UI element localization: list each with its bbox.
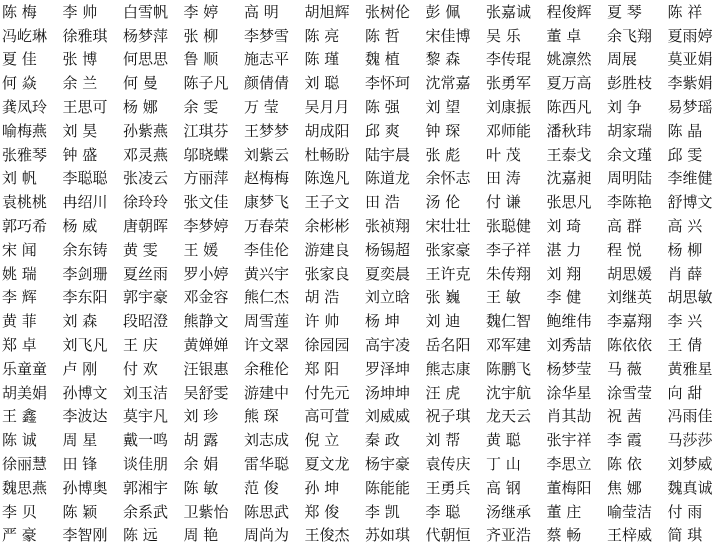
name-cell: 杜畅盼 [305,146,366,164]
roster-row [2,357,728,381]
name-cell: 张家豪 [426,241,487,259]
name-cell: 刘立晗 [365,288,426,306]
name-cell: 邓灵燕 [123,146,184,164]
name-cell: 陈 诚 [2,431,63,449]
name-cell: 冉绍川 [63,193,124,211]
roster-row [2,214,728,238]
name-cell: 李 健 [547,288,608,306]
name-cell: 彭 佩 [426,3,487,21]
name-cell: 焦 娜 [607,479,668,497]
name-cell: 叶 茂 [486,146,547,164]
name-cell: 夏 琴 [607,3,668,21]
name-cell: 刘 争 [607,98,668,116]
name-cell: 游建中 [244,384,305,402]
name-cell: 李 辉 [2,288,63,306]
roster-row [2,71,728,95]
name-cell: 陈 梅 [2,3,63,21]
name-cell: 简 琪 [668,526,728,544]
name-cell: 舒博文 [668,193,728,211]
name-cell: 李波达 [63,407,124,425]
name-cell: 胡思媛 [607,265,668,283]
name-cell: 孙紫燕 [123,122,184,140]
name-cell: 陈 远 [123,526,184,544]
name-cell: 杨 娜 [123,98,184,116]
name-cell: 刘康振 [486,98,547,116]
name-cell: 汤 伦 [426,193,487,211]
name-cell: 杨梦莹 [547,360,608,378]
name-cell: 施志平 [244,50,305,68]
roster-row [2,167,728,191]
name-cell: 钟 琛 [426,122,487,140]
name-cell: 沈嘉昶 [547,169,608,187]
name-cell: 董 卓 [547,27,608,45]
name-cell: 刘 森 [63,312,124,330]
name-cell: 严 豪 [2,526,63,544]
name-cell: 潘秋玮 [547,122,608,140]
name-cell: 唐朝晖 [123,217,184,235]
name-cell: 周展 [607,50,668,68]
name-cell: 周雪莲 [244,312,305,330]
name-cell: 余 雯 [184,98,245,116]
name-cell: 王泰戈 [547,146,608,164]
roster-row [2,95,728,119]
name-cell: 王梓威 [607,526,668,544]
name-cell: 陈 颖 [63,503,124,521]
name-cell: 万春荣 [244,217,305,235]
name-cell: 胡 露 [184,431,245,449]
name-cell: 陈 依 [607,455,668,473]
name-cell: 付 欢 [123,360,184,378]
name-cell: 熊 琛 [244,407,305,425]
name-cell: 沈宇航 [486,384,547,402]
name-cell: 王 敏 [486,288,547,306]
name-cell: 李 帅 [63,3,124,21]
name-cell: 陈能能 [365,479,426,497]
name-cell: 易梦瑶 [668,98,728,116]
name-cell: 袁桃桃 [2,193,63,211]
name-cell: 邬晓蝶 [184,146,245,164]
name-cell: 雷华聪 [244,455,305,473]
name-cell: 李陈艳 [607,193,668,211]
name-cell: 刘 翔 [547,265,608,283]
name-cell: 龙天云 [486,407,547,425]
name-cell: 刘继英 [607,288,668,306]
name-cell: 何思思 [123,50,184,68]
name-cell: 万 莹 [244,98,305,116]
name-cell: 胡旭辉 [305,3,366,21]
name-cell: 郭宇豪 [123,288,184,306]
name-cell: 郭湘宇 [123,479,184,497]
name-cell: 张 柳 [184,27,245,45]
name-cell: 吴 乐 [486,27,547,45]
name-cell: 刘 帆 [2,169,63,187]
name-cell: 夏文龙 [305,455,366,473]
name-cell: 吴月月 [305,98,366,116]
name-cell: 李佳伦 [244,241,305,259]
name-cell: 张 博 [63,50,124,68]
name-cell: 龚凤玲 [2,98,63,116]
name-cell: 李梦婷 [184,217,245,235]
name-cell: 刘 望 [426,98,487,116]
name-cell: 刘 昊 [63,122,124,140]
name-cell: 付 谦 [486,193,547,211]
name-cell: 黄兴宇 [244,265,305,283]
roster-row [2,405,728,429]
name-cell: 余飞翔 [607,27,668,45]
name-cell: 刘梦威 [668,455,728,473]
name-cell: 何 焱 [2,74,63,92]
name-cell: 李聪聪 [63,169,124,187]
name-cell: 余系武 [123,503,184,521]
name-cell: 李子祥 [486,241,547,259]
name-cell: 王许克 [426,265,487,283]
name-cell: 郑 卓 [2,336,63,354]
name-cell: 张 彪 [426,146,487,164]
name-cell: 杨宇豪 [365,455,426,473]
name-cell: 邓金容 [184,288,245,306]
name-cell: 张树伦 [365,3,426,21]
name-cell: 李 贝 [2,503,63,521]
name-cell: 张勇军 [486,74,547,92]
name-cell: 徐丽慧 [2,455,63,473]
name-cell: 陈 哲 [365,27,426,45]
name-cell: 张嘉诚 [486,3,547,21]
name-cell: 付先元 [305,384,366,402]
name-cell: 邓师能 [486,122,547,140]
name-cell: 罗小婷 [184,265,245,283]
name-cell: 刘紫云 [244,146,305,164]
name-cell: 黄雅星 [668,360,728,378]
name-cell: 袁传庆 [426,455,487,473]
name-cell: 余稚伦 [244,360,305,378]
name-cell: 李 婷 [184,3,245,21]
name-cell: 李智刚 [63,526,124,544]
name-cell: 刘 帮 [426,431,487,449]
name-cell: 祝子琪 [426,407,487,425]
name-cell: 李 聪 [426,503,487,521]
name-cell: 陈 祥 [668,3,728,21]
name-cell: 张思凡 [547,193,608,211]
name-cell: 付 雨 [668,503,728,521]
name-cell: 李东阳 [63,288,124,306]
roster-row [2,190,728,214]
name-cell: 宋壮壮 [426,217,487,235]
name-cell: 周 艳 [184,526,245,544]
name-cell: 向 甜 [668,384,728,402]
name-cell: 段昭澄 [123,312,184,330]
name-cell: 许文翠 [244,336,305,354]
name-cell: 范 俊 [244,479,305,497]
name-cell: 胡家瑞 [607,122,668,140]
name-cell: 罗泽坤 [365,360,426,378]
name-cell: 姚凛然 [547,50,608,68]
name-cell: 方丽萍 [184,169,245,187]
name-cell: 邱 爽 [365,122,426,140]
name-cell: 秦 政 [365,431,426,449]
name-cell: 黎 森 [426,50,487,68]
name-cell: 陈 强 [365,98,426,116]
name-cell: 夏雨婷 [668,27,728,45]
name-cell: 冯雨佳 [668,407,728,425]
name-cell: 李怀珂 [365,74,426,92]
name-cell: 王子文 [305,193,366,211]
name-cell: 程俊辉 [547,3,608,21]
name-cell: 张文佳 [184,193,245,211]
name-cell: 蔡 畅 [547,526,608,544]
name-cell: 肖 薛 [668,265,728,283]
name-cell: 李传琨 [486,50,547,68]
name-cell: 丁 山 [486,455,547,473]
name-cell: 余怀志 [426,169,487,187]
name-cell: 陈逸凡 [305,169,366,187]
roster-row [2,119,728,143]
name-cell: 卫紫怡 [184,503,245,521]
roster-row [2,500,728,524]
name-cell: 张 巍 [426,288,487,306]
name-cell: 乐童童 [2,360,63,378]
name-cell: 陈依依 [607,336,668,354]
name-cell: 莫亚娟 [668,50,728,68]
name-cell: 颜倩倩 [244,74,305,92]
name-cell: 郑 俊 [305,503,366,521]
name-cell: 王 鑫 [2,407,63,425]
name-cell: 刘秀喆 [547,336,608,354]
name-cell: 王梦梦 [244,122,305,140]
name-cell: 涂雪莹 [607,384,668,402]
name-cell: 夏 佳 [2,50,63,68]
name-cell: 陈西凡 [547,98,608,116]
name-cell: 李剑珊 [63,265,124,283]
name-cell: 董 庄 [547,503,608,521]
name-cell: 王俊杰 [305,526,366,544]
name-cell: 陈 亮 [305,27,366,45]
name-cell: 高宇凌 [365,336,426,354]
name-cell: 康梦飞 [244,193,305,211]
name-cell: 王 媛 [184,241,245,259]
roster-row [2,524,728,547]
name-cell: 张祯翔 [365,217,426,235]
name-cell: 苏如琪 [365,526,426,544]
name-cell: 黄 雯 [123,241,184,259]
name-cell: 钟 盛 [63,146,124,164]
name-cell: 徐园园 [305,336,366,354]
name-cell: 董梅阳 [547,479,608,497]
name-cell: 王 庆 [123,336,184,354]
name-cell: 余东铸 [63,241,124,259]
roster-row [2,452,728,476]
name-cell: 何 曼 [123,74,184,92]
name-cell: 谈佳朋 [123,455,184,473]
name-cell: 李 霞 [607,431,668,449]
name-cell: 湛 力 [547,241,608,259]
name-cell: 王 倩 [668,336,728,354]
name-cell: 汪银惠 [184,360,245,378]
name-cell: 田 浩 [365,193,426,211]
name-cell: 肖其劼 [547,407,608,425]
name-cell: 刘 迪 [426,312,487,330]
name-cell: 胡思敏 [668,288,728,306]
name-cell: 李思立 [547,455,608,473]
name-cell: 卢 刚 [63,360,124,378]
roster-row [2,333,728,357]
name-cell: 冯屹琳 [2,27,63,45]
name-cell: 高 明 [244,3,305,21]
name-cell: 王勇兵 [426,479,487,497]
roster-row [2,238,728,262]
name-cell: 李梦雪 [244,27,305,45]
name-cell: 李紫娟 [668,74,728,92]
name-cell: 彭胜枝 [607,74,668,92]
name-cell: 姚 瑞 [2,265,63,283]
name-cell: 陈思武 [244,503,305,521]
roster-row [2,428,728,452]
name-cell: 陈 晶 [668,122,728,140]
name-cell: 刘飞凡 [63,336,124,354]
name-cell: 魏真诚 [668,479,728,497]
name-cell: 孙 坤 [305,479,366,497]
name-cell: 郭巧希 [2,217,63,235]
roster-row [2,48,728,72]
name-cell: 高可萱 [305,407,366,425]
name-cell: 高 兴 [668,217,728,235]
name-cell: 陈子凡 [184,74,245,92]
name-cell: 朱传翔 [486,265,547,283]
name-cell: 孙博奥 [63,479,124,497]
name-cell: 杨梦萍 [123,27,184,45]
name-cell: 魏仁智 [486,312,547,330]
name-cell: 刘威威 [365,407,426,425]
name-cell: 余文瑾 [607,146,668,164]
name-cell: 张雅琴 [2,146,63,164]
roster-row [2,476,728,500]
name-cell: 许 帅 [305,312,366,330]
name-cell: 余 娟 [184,455,245,473]
name-cell: 胡美娟 [2,384,63,402]
name-cell: 高 钢 [486,479,547,497]
name-cell: 杨 柳 [668,241,728,259]
name-cell: 周尚为 [244,526,305,544]
name-cell: 汤继承 [486,503,547,521]
name-cell: 田 涛 [486,169,547,187]
name-cell: 周明陆 [607,169,668,187]
roster-row [2,286,728,310]
name-cell: 魏 植 [365,50,426,68]
name-cell: 夏万高 [547,74,608,92]
name-cell: 熊仁杰 [244,288,305,306]
name-cell: 张凌云 [123,169,184,187]
name-cell: 胡 浩 [305,288,366,306]
name-cell: 张聪健 [486,217,547,235]
name-cell: 李嘉翔 [607,312,668,330]
name-cell: 高 群 [607,217,668,235]
name-cell: 张宇祥 [547,431,608,449]
name-cell: 倪 立 [305,431,366,449]
name-cell: 祝 茜 [607,407,668,425]
name-cell: 杨锡超 [365,241,426,259]
roster-row [2,381,728,405]
name-cell: 齐亚浩 [486,526,547,544]
name-cell: 陈 敏 [184,479,245,497]
name-cell: 汪 虎 [426,384,487,402]
name-cell: 程 悦 [607,241,668,259]
name-cell: 李 兴 [668,312,728,330]
name-cell: 余彬彬 [305,217,366,235]
name-cell: 陈道龙 [365,169,426,187]
name-cell: 宋 闻 [2,241,63,259]
name-cell: 涂华星 [547,384,608,402]
name-cell: 喻梅燕 [2,122,63,140]
name-cell: 鲁 顺 [184,50,245,68]
name-cell: 刘 琦 [547,217,608,235]
roster-row [2,309,728,333]
name-cell: 莫宇凡 [123,407,184,425]
roster-row [2,143,728,167]
name-cell: 陈鹏飞 [486,360,547,378]
name-cell: 马 薇 [607,360,668,378]
name-cell: 陆宇晨 [365,146,426,164]
name-cell: 喻莹洁 [607,503,668,521]
name-cell: 赵梅梅 [244,169,305,187]
roster-row [2,262,728,286]
name-cell: 魏思燕 [2,479,63,497]
name-cell: 游建良 [305,241,366,259]
name-cell: 鲍维伟 [547,312,608,330]
name-cell: 刘志成 [244,431,305,449]
name-cell: 熊静文 [184,312,245,330]
name-cell: 余 兰 [63,74,124,92]
name-cell: 吴舒雯 [184,384,245,402]
name-cell: 胡成阳 [305,122,366,140]
name-cell: 周 星 [63,431,124,449]
name-cell: 郑 阳 [305,360,366,378]
name-cell: 宋佳博 [426,27,487,45]
name-cell: 江琪芬 [184,122,245,140]
name-cell: 杨 坤 [365,312,426,330]
name-cell: 刘玉洁 [123,384,184,402]
name-cell: 杨 威 [63,217,124,235]
name-cell: 孙博文 [63,384,124,402]
name-cell: 李 凯 [365,503,426,521]
name-cell: 白雪帆 [123,3,184,21]
name-cell: 徐玲玲 [123,193,184,211]
name-cell: 王思可 [63,98,124,116]
name-cell: 黄 聪 [486,431,547,449]
name-cell: 邱 雯 [668,146,728,164]
name-cell: 田 锋 [63,455,124,473]
name-cell: 邓军建 [486,336,547,354]
name-cell: 陈 瑾 [305,50,366,68]
roster-row [2,24,728,48]
name-cell: 夏丝雨 [123,265,184,283]
name-cell: 熊志康 [426,360,487,378]
name-cell: 黄 菲 [2,312,63,330]
name-cell: 李维健 [668,169,728,187]
name-cell: 刘 聪 [305,74,366,92]
name-cell: 马莎莎 [668,431,728,449]
name-cell: 刘 珍 [184,407,245,425]
roster-row [2,0,728,24]
name-cell: 徐雅琪 [63,27,124,45]
name-cell: 沈常嘉 [426,74,487,92]
name-cell: 代朝恒 [426,526,487,544]
name-cell: 夏奕晨 [365,265,426,283]
name-cell: 戴一鸣 [123,431,184,449]
name-cell: 黄婵婵 [184,336,245,354]
name-cell: 张家良 [305,265,366,283]
name-cell: 汤坤坤 [365,384,426,402]
name-cell: 岳名阳 [426,336,487,354]
